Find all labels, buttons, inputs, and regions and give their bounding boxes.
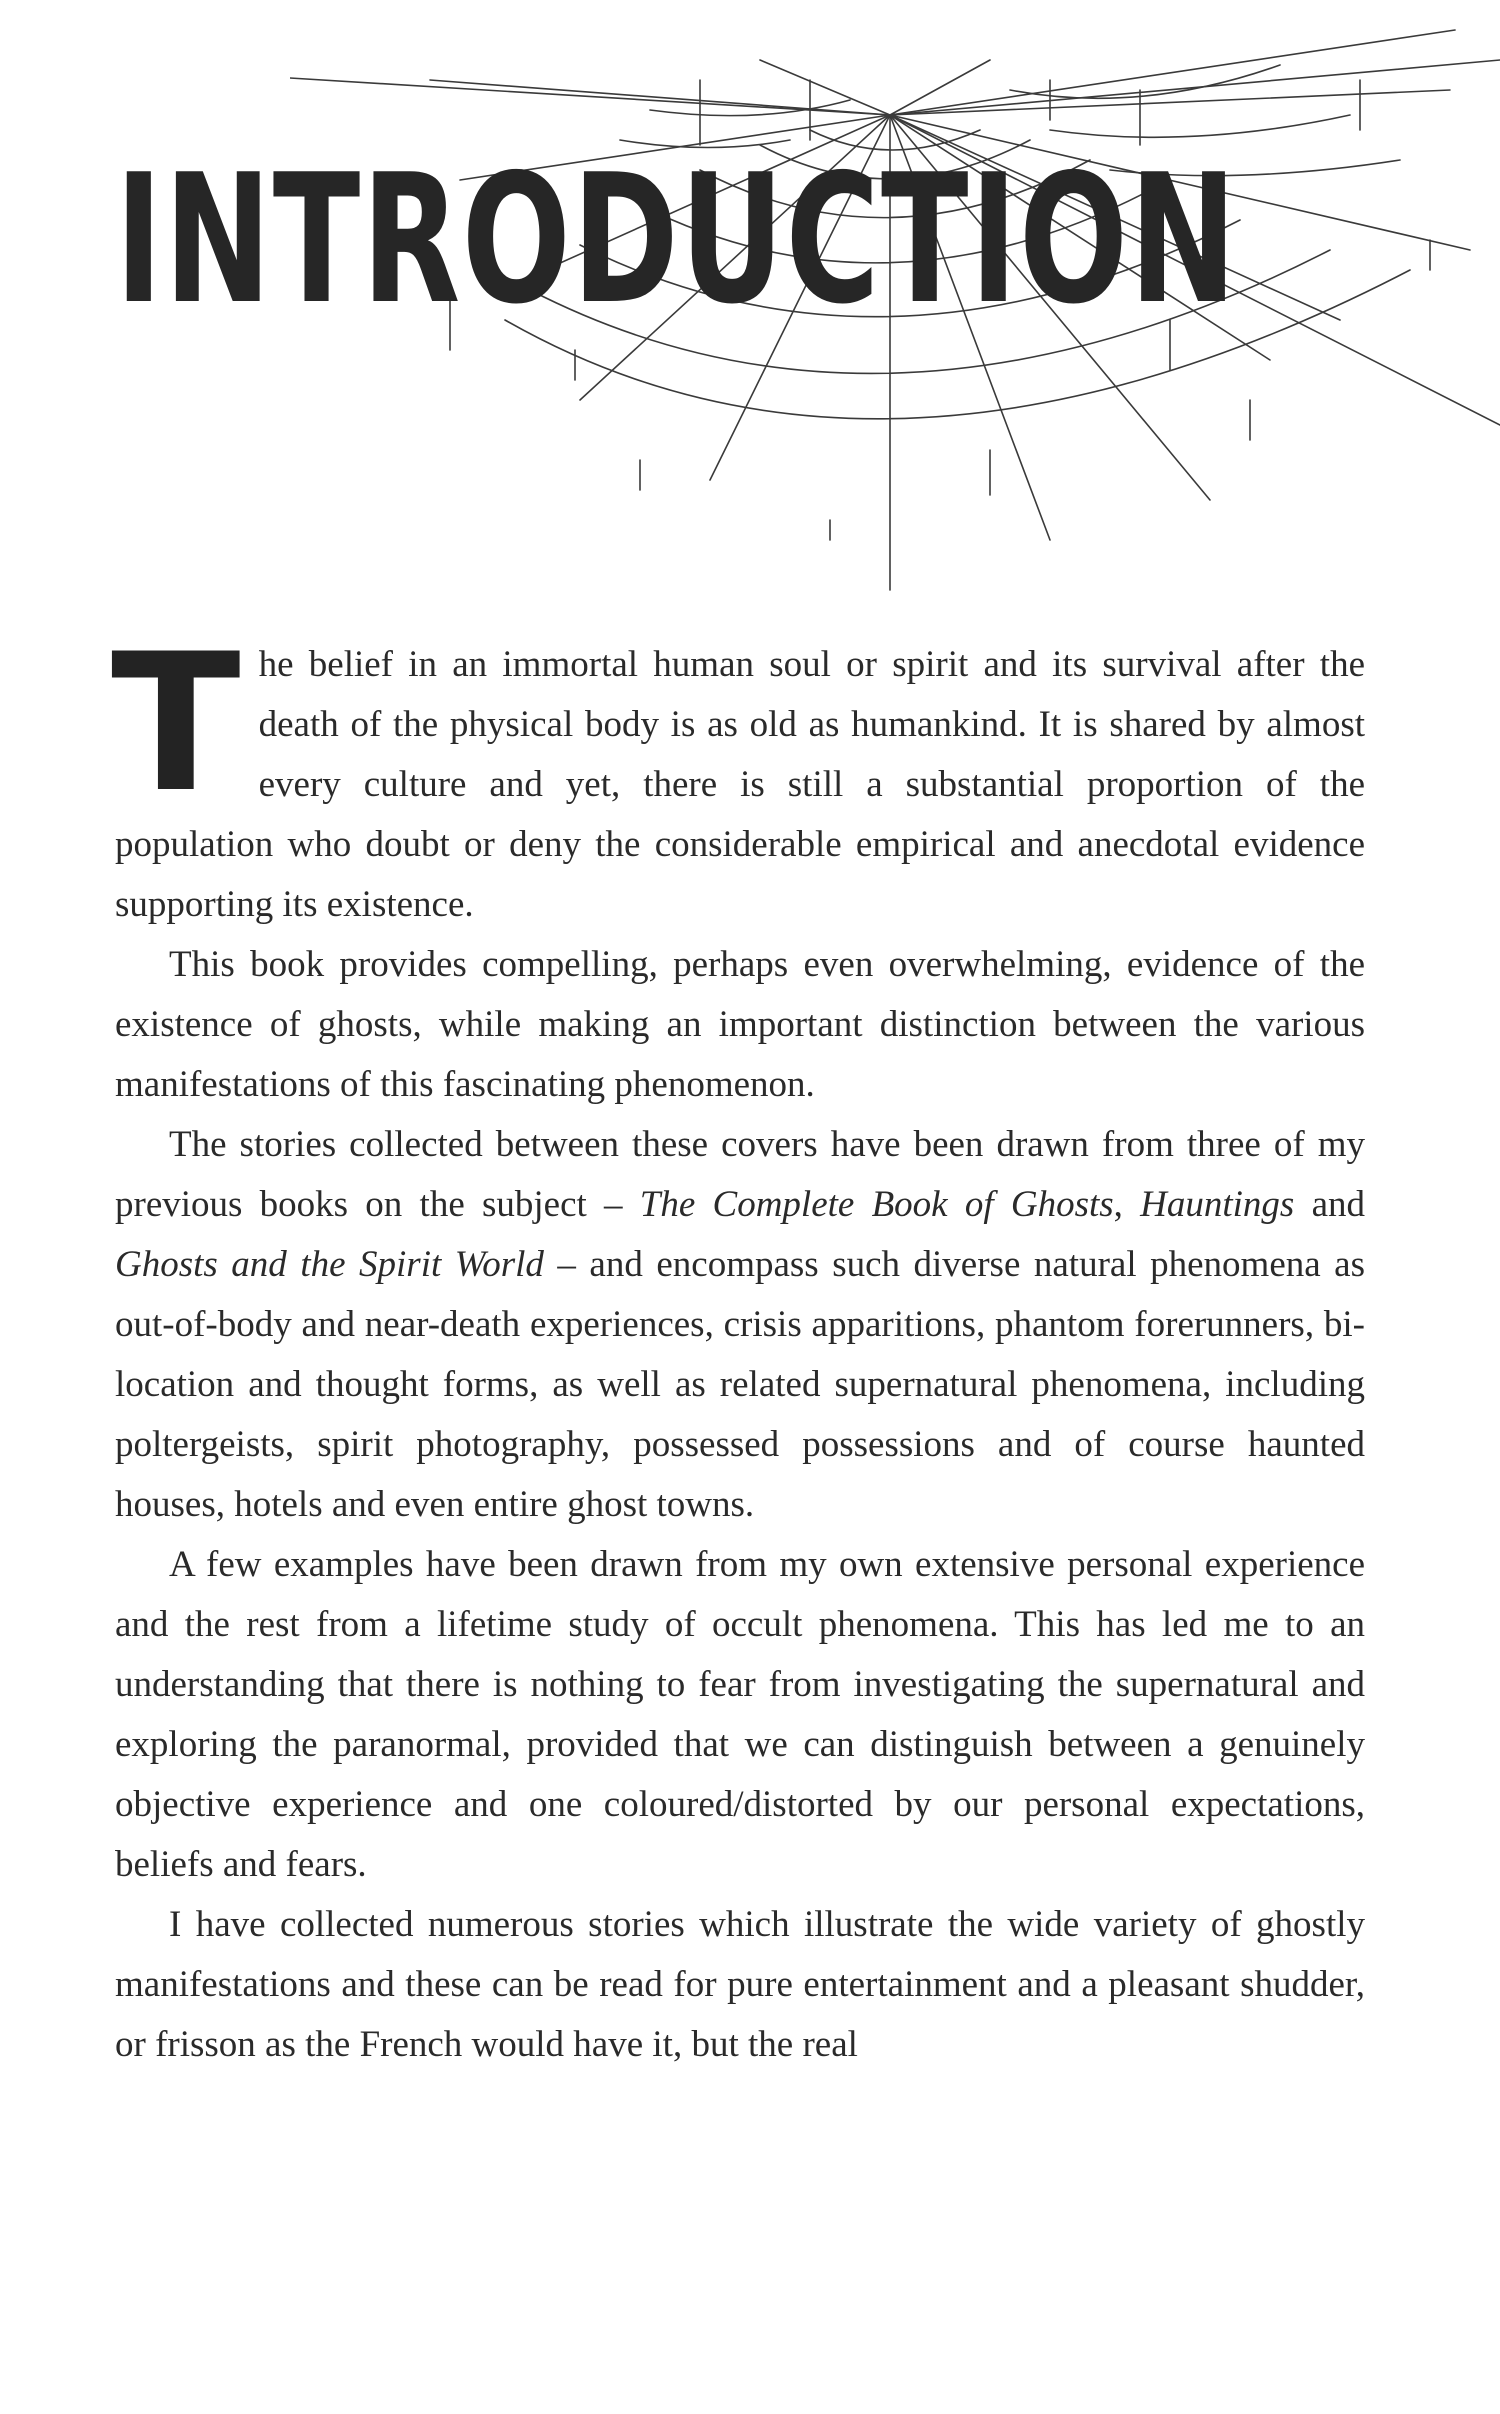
book-title-complete-book-of-ghosts: The Complete Book of Ghosts [639,1184,1114,1225]
paragraph-1-text: he belief in an immortal human soul or spirit and its survival after the death of the physical body is as old as humankind. It is shared by almost every culture and yet, there is still a substantial proportion of the population who doubt or deny the considerable empirical and anecdotal evidence supporting its existence. [115,644,1365,925]
paragraph-2-text: This book provides compelling, perhaps even overwhelming, evidence of the existence of ghosts, while making an important distinction between the various manifestations of this fascinating phenomenon. [115,944,1365,1105]
book-title-hauntings: Hauntings [1140,1184,1295,1225]
paragraph-3-text: and [1294,1184,1366,1225]
paragraph-2 [115,935,1365,1115]
book-title-ghosts-and-the-spirit-world: Ghosts and the Spirit World [115,1244,544,1285]
paragraph-5-text: I have collected numerous stories which illustrate the wide variety of ghostly manifestations and these can be read for pure entertainment and a pleasant shudder, or frisson as the French would have it, but the real [115,1904,1365,2065]
paragraph-3 [115,1115,1365,1535]
paragraph-1 [111,613,1365,935]
paragraph-3-text: The stories collected between these covers have been drawn from three of my previous books on the subject – [115,1124,1365,1225]
paragraph-4-text: A few examples have been drawn from my own extensive personal experience and the rest from a lifetime study of occult phenomena. This has led me to an understanding that there is nothing to fear from investigating the supernatural and exploring the paranormal, provided that we can distinguish between a genuinely objective experience and one coloured/distorted by our personal expectations, beliefs and fears. [115,1544,1365,1885]
chapter-title: INTRODUCTION [115,136,1239,343]
paragraph-5 [115,1895,1365,2075]
paragraph-4 [115,1535,1365,1895]
drop-cap: T [111,613,241,834]
paragraph-3-text: , [1113,1184,1141,1225]
body-text [111,613,1366,2075]
paragraph-3-text: – and encompass such diverse natural phenomena as out-of-body and near-death experiences, crisis apparitions, phantom forerunners, bi-location and thought forms, as well as related supernatural phenomena, including poltergeists, spirit photography, possessed possessions and of course haunted houses, hotels and even entire ghost towns. [115,1244,1366,1525]
